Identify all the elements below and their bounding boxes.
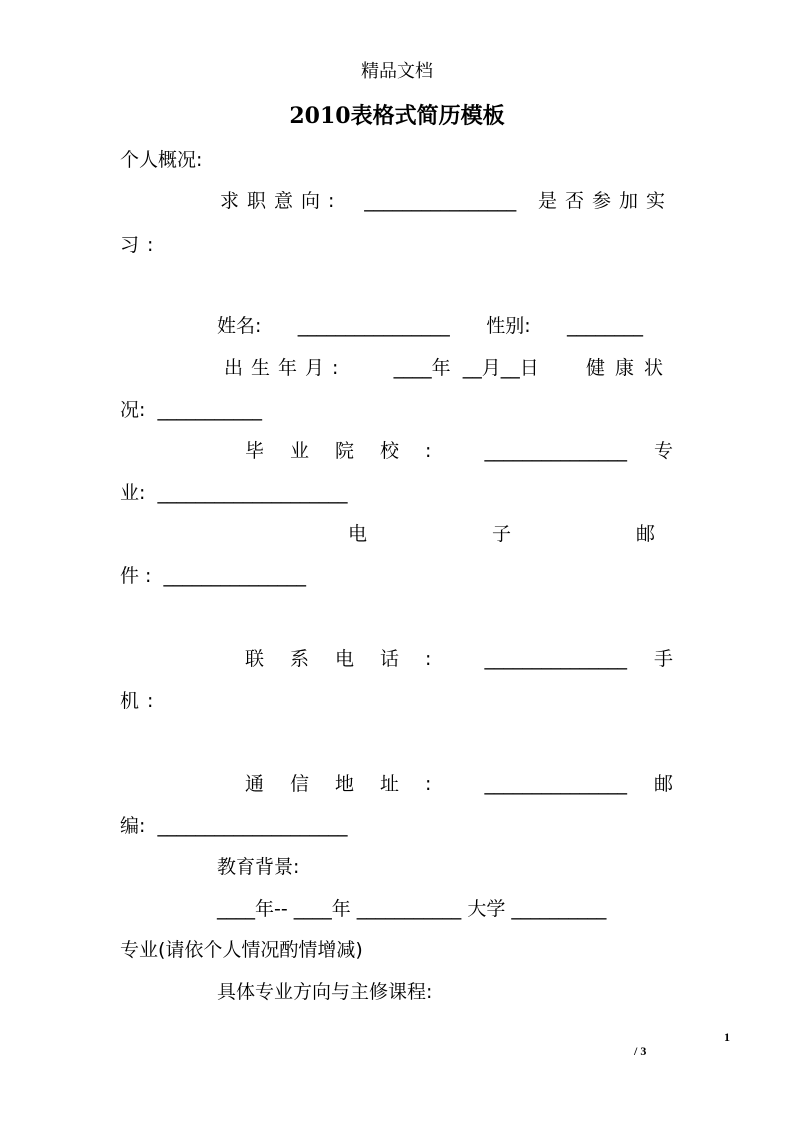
job-intention-label: 求职意向: [220, 190, 343, 212]
job-intention-row [220, 189, 673, 213]
birth-label: 出生年月: [224, 357, 347, 379]
page-number: 1 [724, 1030, 730, 1044]
page-header: 精品文档 [361, 61, 433, 82]
address-label: 通信地址: [245, 773, 458, 795]
mobile-label: 手 [653, 648, 673, 670]
email-label-cont: 件 : _______________ [120, 565, 307, 587]
health-label-cont: 况: ___________ [120, 399, 262, 421]
name-blank: ________________ [297, 315, 450, 337]
gender-blank: ________ [566, 315, 643, 337]
gender-label: 性别: [486, 315, 531, 337]
internship-label-cont: 习: [120, 234, 162, 256]
education-years-line: ____年-- ____年 ___________ 大学 __________ [217, 898, 607, 920]
school-blank: _______________ [484, 440, 627, 462]
section-personal-overview: 个人概况: [120, 149, 203, 171]
major-courses-label: 具体专业方向与主修课程: [217, 981, 433, 1003]
mobile-label-cont: 机: [120, 690, 162, 712]
school-label: 毕业院校: [245, 440, 458, 462]
document-title: 2010表格式简历模板 [289, 103, 505, 129]
birth-blank: ____年 __月__日 [393, 357, 539, 379]
name-gender-row [217, 314, 643, 338]
email-label: 电子邮 [348, 523, 781, 545]
page-total: / 3 [634, 1044, 647, 1058]
postcode-label: 邮 [653, 773, 673, 795]
education-major-note: 专业(请依个人情况酌情增减) [120, 939, 363, 961]
phone-label: 联系电话: [245, 648, 458, 670]
section-education: 教育背景: [217, 856, 300, 878]
phone-mobile-row [245, 647, 673, 671]
job-intention-blank: ________________ [364, 190, 517, 212]
internship-label: 是否参加实 [537, 190, 673, 212]
major-label-cont: 业: ____________________ [120, 482, 348, 504]
name-label: 姓名: [217, 315, 262, 337]
address-postcode-row [245, 772, 673, 796]
birth-health-row [224, 356, 673, 380]
postcode-label-cont: 编: ____________________ [120, 815, 348, 837]
health-label: 健康状 [585, 357, 673, 379]
school-major-row [245, 439, 673, 463]
major-label: 专 [653, 440, 673, 462]
address-blank: _______________ [484, 773, 627, 795]
phone-blank: _______________ [484, 648, 627, 670]
